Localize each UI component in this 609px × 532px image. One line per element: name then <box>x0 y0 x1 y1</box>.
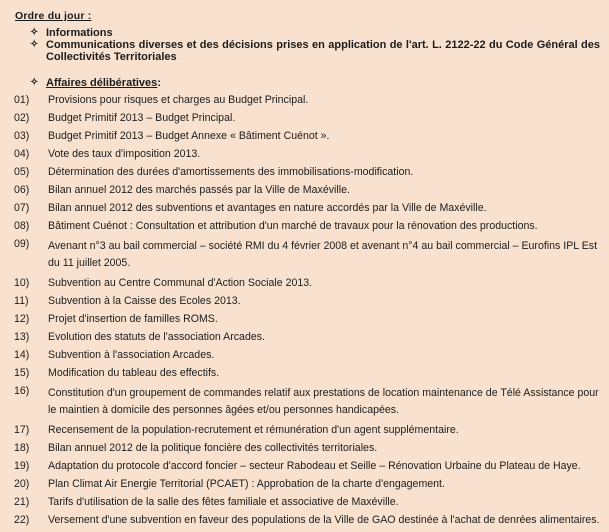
agenda-item <box>14 349 604 362</box>
item-number: 17) <box>14 424 30 436</box>
agenda-item <box>14 313 604 326</box>
agenda-heading <box>15 10 92 22</box>
agenda-item <box>14 496 604 509</box>
item-number: 07) <box>14 202 30 214</box>
item-text: Subvention à la Caisse des Ecoles 2013. <box>48 295 241 307</box>
item-text: Versement d'une subvention en faveur des populations de la Ville de GAO destinée à l'achat de denrées alimentaires. <box>48 514 600 526</box>
agenda-item <box>14 220 604 233</box>
item-number: 16) <box>14 385 30 397</box>
item-text: Budget Primitif 2013 – Budget Principal. <box>48 112 236 124</box>
item-text: Subvention à l'association Arcades. <box>48 349 215 361</box>
agenda-item <box>14 514 604 527</box>
item-number: 06) <box>14 184 30 196</box>
agenda-items <box>14 94 604 532</box>
item-number: 14) <box>14 349 30 361</box>
item-text: Modification du tableau des effectifs. <box>48 367 220 379</box>
item-number: 11) <box>14 295 29 307</box>
item-text: Adaptation du protocole d'accord foncier – secteur Rabodeau et Seille – Rénovation Urbaine du Plateau de Haye. <box>48 460 581 472</box>
agenda-heading-text: Ordre du jour : <box>15 10 92 22</box>
agenda-item <box>14 367 604 380</box>
item-text: Subvention au Centre Communal d'Action Sociale 2013. <box>48 277 313 289</box>
agenda-item <box>14 478 604 491</box>
agenda-item <box>14 112 604 125</box>
agenda-item <box>14 424 604 437</box>
diamond-bullet-icon: ✧ <box>30 27 39 38</box>
agenda-item <box>14 238 604 272</box>
agenda-item <box>14 130 604 143</box>
diamond-bullet-icon: ✧ <box>30 77 39 88</box>
agenda-item <box>14 295 604 308</box>
item-number: 18) <box>14 442 30 454</box>
agenda-item <box>14 331 604 344</box>
item-text: Provisions pour risques et charges au Budget Principal. <box>48 94 309 106</box>
agenda-item <box>14 184 604 197</box>
item-number: 13) <box>14 331 30 343</box>
item-number: 01) <box>14 94 30 106</box>
item-text: Recensement de la population-recrutement et rémunération d'un agent supplémentaire. <box>48 424 459 436</box>
diamond-bullet-icon: ✧ <box>30 39 39 50</box>
item-number: 19) <box>14 460 30 472</box>
affaires-suffix: : <box>157 77 161 89</box>
item-number: 20) <box>14 478 30 490</box>
item-text: Détermination des durées d'amortissements des immobilisations-modification. <box>48 166 414 178</box>
item-text: Bilan annuel 2012 des marchés passés par la Ville de Maxéville. <box>48 184 350 196</box>
bullet-item <box>30 27 600 39</box>
agenda-item <box>14 148 604 161</box>
bullet-text: Communications diverses et des décisions prises en application de l'art. L. 2122-22 du Code Général des Collectivités Territoriales <box>46 39 600 63</box>
bullet-text: Informations <box>46 27 113 39</box>
item-text: Evolution des statuts de l'association Arcades. <box>48 331 265 343</box>
item-text: Constitution d'un groupement de commandes relatif aux prestations de location maintenance de Télé Assistance pour le maintien à domicile des personnes âgées et/ou personnes handicapées. <box>48 387 599 416</box>
item-text: Bilan annuel 2012 des subventions et avantages en nature accordés par la Ville de Maxéville. <box>48 202 487 214</box>
item-number: 21) <box>14 496 30 508</box>
item-text: Bâtiment Cuénot : Consultation et attribution d'un marché de travaux pour la rénovation des productions. <box>48 220 538 232</box>
item-text: Tarifs d'utilisation de la salle des fêtes familiale et associative de Maxéville. <box>48 496 399 508</box>
item-text: Vote des taux d'imposition 2013. <box>48 148 201 160</box>
item-text: Bilan annuel 2012 de la politique foncière des collectivités territoriales. <box>48 442 378 454</box>
agenda-item <box>14 442 604 455</box>
item-number: 08) <box>14 220 30 232</box>
bullet-list <box>30 27 600 63</box>
item-text: Budget Primitif 2013 – Budget Annexe « Bâtiment Cuénot ». <box>48 130 330 142</box>
agenda-item <box>14 460 604 473</box>
affaires-label: Affaires délibératives <box>46 77 158 89</box>
item-text: Avenant n°3 au bail commercial – société RMI du 4 février 2008 et avenant n°4 au bail commercial – Eurofins IPL Est du 11 juillet 2005. <box>48 240 598 269</box>
agenda-item <box>14 166 604 179</box>
item-text: Plan Climat Air Energie Territorial (PCAET) : Approbation de la charte d'engagement. <box>48 478 445 490</box>
item-number: 22) <box>14 514 30 526</box>
agenda-item <box>14 277 604 290</box>
item-number: 04) <box>14 148 30 160</box>
item-number: 02) <box>14 112 30 124</box>
agenda-item <box>14 94 604 107</box>
item-number: 09) <box>14 238 30 250</box>
item-number: 10) <box>14 277 30 289</box>
item-number: 03) <box>14 130 30 142</box>
item-number: 15) <box>14 367 30 379</box>
agenda-item <box>14 385 604 419</box>
affaires-heading <box>30 77 161 89</box>
item-number: 12) <box>14 313 30 325</box>
item-number: 05) <box>14 166 30 178</box>
agenda-item <box>14 202 604 215</box>
bullet-item <box>30 39 600 63</box>
item-text: Projet d'insertion de familles ROMS. <box>48 313 218 325</box>
